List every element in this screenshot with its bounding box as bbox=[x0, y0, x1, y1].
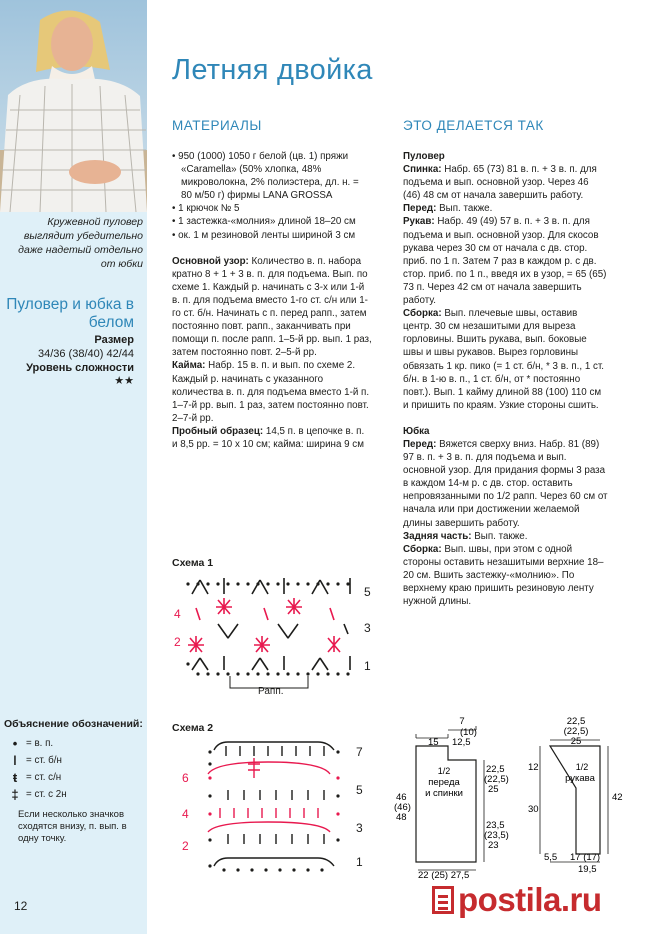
symbol-legend bbox=[4, 718, 144, 845]
treble-crochet-icon: ‡ bbox=[11, 787, 19, 802]
page-number: 12 bbox=[14, 899, 28, 913]
row-number: 1 bbox=[364, 659, 371, 673]
dimension-label: 17 (17) bbox=[570, 852, 601, 863]
skirt-assembly-paragraph: Сборка: Вып. швы, при этом с одной стороны оставить незашитыми верхние 18–20 см. Вшить застежку-«молнию». По верхнему краю пришить резиновую ленту нужной длины. bbox=[403, 543, 604, 608]
postila-logo-icon bbox=[432, 886, 454, 914]
row-number: 5 bbox=[356, 783, 363, 797]
project-title: Пуловер и юбка в белом bbox=[6, 296, 134, 331]
dimension-label: 22,5 bbox=[486, 764, 505, 775]
row-number: 3 bbox=[364, 621, 371, 635]
row-number: 6 bbox=[182, 771, 189, 785]
row-number: 1 bbox=[356, 855, 363, 869]
row-number: 5 bbox=[364, 585, 371, 599]
single-crochet-icon: ǀ bbox=[13, 753, 17, 768]
main-pattern-paragraph: Основной узор: Количество в. п. набора кратно 8 + 1 + 3 в. п. для подъема. Вып. по схеме 1. Каждый р. начинать с 3-х или 1-й в. п. для подъема вместо 1-го ст. с/н или 1-го ст. б/н. Начинать с п. перед рапп., затем постоянно повт. рапп., заканчивать при помощи п. после рапп. 1–5-й рр. вып. 1 раз, затем постоянно повт. 2–5-й рр. bbox=[172, 255, 372, 359]
row-number: 7 bbox=[356, 745, 363, 759]
chain-stitch-icon: • bbox=[12, 736, 18, 751]
back-paragraph: Спинка: Набр. 65 (73) 81 в. п. + 3 в. п. для подъема и вып. основной узор. Через 46 (46) 48 см от начала завершить работу. bbox=[403, 164, 597, 202]
sidebar bbox=[0, 0, 147, 934]
skirt-title: Юбка bbox=[403, 425, 430, 437]
body-pattern-diagram bbox=[392, 714, 510, 880]
model-photo bbox=[0, 0, 147, 212]
legend-title: Объяснение обозначений: bbox=[4, 718, 143, 730]
dimension-label: 15 bbox=[428, 737, 439, 748]
dimension-label: 22,5 bbox=[566, 716, 586, 727]
materials-column bbox=[172, 150, 372, 451]
dimension-label: (22,5) bbox=[563, 726, 589, 737]
instructions-heading: ЭТО ДЕЛАЕТСЯ ТАК bbox=[403, 118, 544, 133]
dimension-label: (10) bbox=[460, 727, 477, 738]
page-title: Летняя двойка bbox=[172, 54, 373, 86]
materials-heading: МАТЕРИАЛЫ bbox=[172, 118, 262, 133]
piece-fraction: 1/2 bbox=[575, 762, 589, 772]
dimension-label: 42 bbox=[612, 792, 623, 803]
sleeve-pattern-diagram bbox=[520, 714, 640, 880]
piece-label: и спинки bbox=[425, 788, 463, 799]
double-crochet-icon: ŧ bbox=[12, 770, 18, 785]
dimension-label: 46 bbox=[396, 792, 407, 803]
dimension-label: 12,5 bbox=[452, 737, 471, 748]
dimension-label: (23,5) bbox=[484, 830, 509, 841]
dimension-label: 22 (25) 27,5 bbox=[418, 870, 470, 880]
legend-note: Если несколько значков сходятся внизу, п. вып. в одну точку. bbox=[18, 809, 127, 844]
difficulty-label: Уровень сложности bbox=[26, 362, 134, 374]
legend-item: ‡ = ст. с 2н bbox=[4, 786, 144, 803]
skirt-front-paragraph: Перед: Вяжется сверху вниз. Набр. 81 (89) 97 в. п. + 3 в. п. для подъема и вып. основной узор. Для придания формы 3 раза в каждом 14-м р. с дв. стор. оставить непровязанными по 1/2 рапп. Через 60 см от начала или при достижении желаемой длины завершить работу. bbox=[403, 438, 608, 529]
dimension-label: 5,5 bbox=[544, 852, 558, 863]
photo-caption: Кружевной пуловер выглядит убедительно даже надетый отдельно от юбки bbox=[18, 216, 143, 270]
skirt-back-paragraph: Задняя часть: Вып. также. bbox=[403, 530, 528, 542]
edge-paragraph: Кайма: Набр. 15 в. п. и вып. по схеме 2. Каждый р. начинать с указанного количества в. п. для подъема вместо 1-й п. 1–7-й рр. вып. 1 раз, затем постоянно повт. 2–7-й рр. bbox=[172, 360, 370, 424]
legend-item: ŧ = ст. с/н bbox=[4, 769, 144, 786]
rapport-label: Рапп. bbox=[258, 686, 284, 697]
row-number: 2 bbox=[174, 635, 181, 649]
size-label: Размер bbox=[94, 334, 134, 346]
dimension-label: 25 bbox=[488, 784, 499, 795]
legend-item: • = в. п. bbox=[4, 735, 144, 752]
row-number: 3 bbox=[356, 821, 363, 835]
pullover-title: Пуловер bbox=[403, 151, 445, 162]
dimension-label: 23 bbox=[488, 840, 499, 851]
difficulty-stars: ★★ bbox=[114, 375, 134, 387]
legend-item: ǀ = ст. б/н bbox=[4, 752, 144, 769]
row-number: 2 bbox=[182, 839, 189, 853]
watermark-text: postila.ru bbox=[458, 881, 602, 918]
piece-fraction: 1/2 bbox=[437, 766, 451, 776]
dimension-label: (46) bbox=[394, 802, 411, 813]
front-paragraph: Перед: Вып. также. bbox=[403, 203, 493, 215]
list-item: • 1 крючок № 5 bbox=[172, 203, 240, 215]
row-number: 4 bbox=[182, 807, 189, 821]
scheme2-chart bbox=[168, 738, 388, 878]
piece-label: рукава bbox=[565, 773, 595, 784]
dimension-label: 19,5 bbox=[578, 864, 597, 875]
list-item: • 950 (1000) 1050 г белой (цв. 1) пряжи «Caramella» (50% хлопка, 48% микроволокна, 2% полиэстера, дл. н. = 80 м/50 г) фирмы LANA GROSSA bbox=[172, 151, 359, 202]
sleeve-paragraph: Рукав: Набр. 49 (49) 57 в. п. + 3 в. п. для подъема и вып. основной узор. Для скосов рукава через 30 см от начала с дв. стор. приб. по 1 п. Затем 7 раз в каждом р. с дв. стор. приб. по 1 п., введя их в узор, = 65 (65) 73 п. Через 42 см от начала завершить работу. bbox=[403, 216, 607, 307]
dimension-label: 23,5 bbox=[486, 820, 505, 831]
assembly-paragraph: Сборка: Вып. плечевые швы, оставив центр. 30 см незашитыми для выреза горловины. Вшить рукава, вып. боковые швы и швы рукавов. Вырез горловины обвязать 1 кр. пико (= 1 ст. б/н, * 3 в. п., 1 ст. б/н. в 1-ю в. п., 1 ст. б/н, от * постоянно повт.). Вып. 1 кайму длиной 88 (100) 110 см и пришить по краям. Узкие стороны сшить. bbox=[403, 308, 605, 411]
gauge-paragraph: Пробный образец: 14,5 п. в цепочке в. п. и 8,5 рр. = 10 х 10 см; кайма: ширина 9 см bbox=[172, 425, 365, 450]
dimension-label: 12 bbox=[528, 762, 539, 773]
size-value: 34/36 (38/40) 42/44 bbox=[37, 348, 134, 360]
watermark bbox=[432, 880, 602, 920]
list-item: • ок. 1 м резиновой ленты шириной 3 см bbox=[172, 229, 356, 241]
materials-list bbox=[172, 150, 372, 242]
instructions-column bbox=[403, 150, 608, 608]
row-number: 4 bbox=[174, 607, 181, 621]
dimension-label: 7 bbox=[459, 716, 465, 727]
size-block bbox=[6, 333, 134, 375]
dimension-label: 25 bbox=[570, 736, 582, 747]
piece-label: переда bbox=[428, 777, 460, 788]
dimension-label: 48 bbox=[396, 812, 407, 823]
scheme1-chart bbox=[168, 572, 388, 702]
dimension-label: (22,5) bbox=[484, 774, 509, 785]
scheme2-label: Схема 2 bbox=[172, 722, 214, 734]
scheme1-label: Схема 1 bbox=[172, 557, 214, 569]
dimension-label: 30 bbox=[528, 804, 539, 815]
list-item: • 1 застежка-«молния» длиной 18–20 см bbox=[172, 216, 356, 228]
